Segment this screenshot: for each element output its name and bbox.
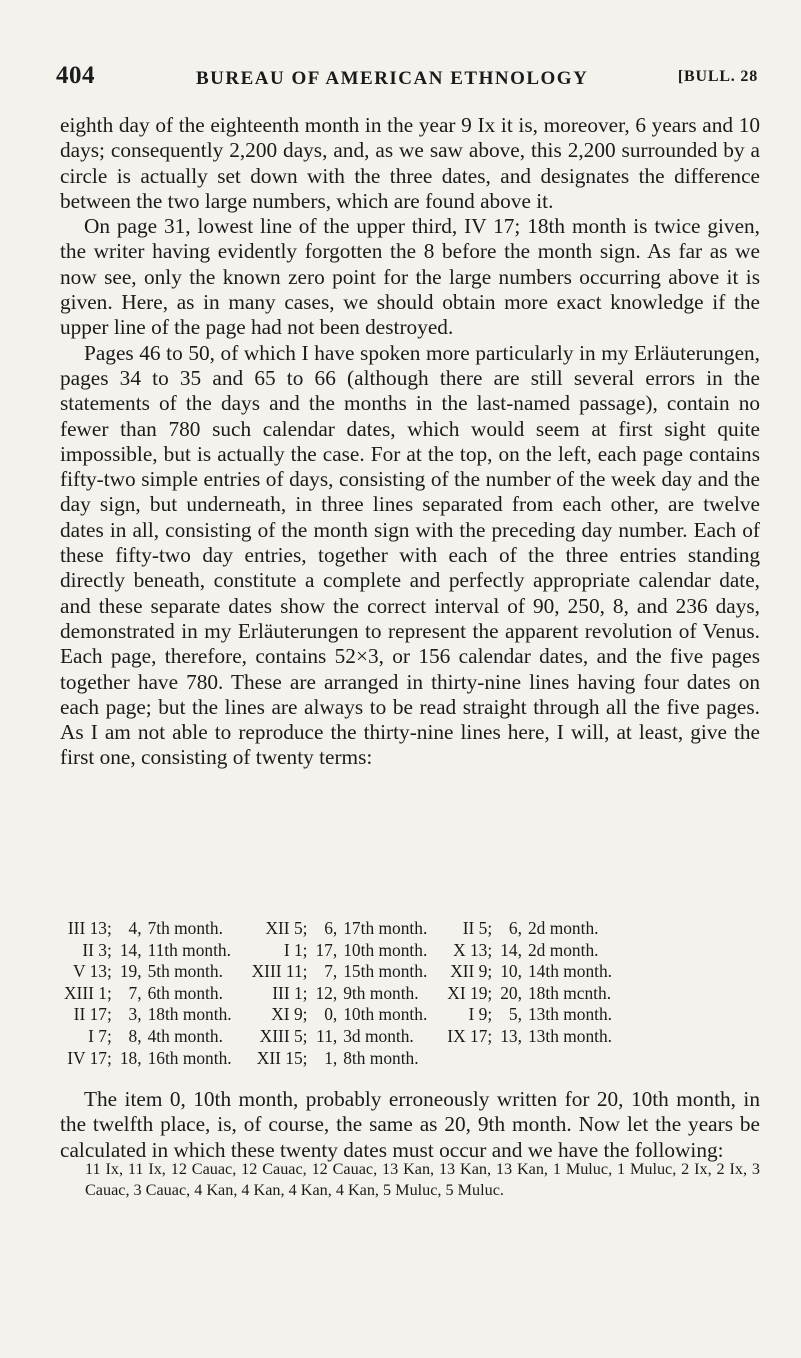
month-entry: 9th month. — [343, 982, 419, 1003]
column-gap — [232, 1048, 252, 1070]
month-entry: 10th month. — [343, 939, 428, 960]
table-row — [64, 1004, 612, 1026]
day-number: 10, — [500, 961, 522, 982]
day-number: 5, — [508, 1004, 522, 1025]
calendar-dates-table — [64, 918, 612, 1069]
table-row — [64, 1048, 612, 1070]
month-entry — [522, 1048, 612, 1070]
day-entry: XII 15; — [256, 1047, 308, 1068]
day-number: 18, — [119, 1047, 142, 1068]
column-gap — [232, 940, 252, 962]
day-entry: XIII 5; — [259, 1025, 308, 1046]
day-number: 3, — [128, 1004, 142, 1025]
paragraph: On page 31, lowest line of the upper third, IV 17; 18th month is twice given, the writer having evidently forgotten the 8 before the month sign. As far as we now see, only the known zero point for the large numbers occurring above it is given. Here, as in many cases, we should obtain more exact knowledge if the upper line of the page had not been destroyed. — [60, 214, 760, 340]
small-print-text: 11 Ix, 11 Ix, 12 Cauac, 12 Cauac, 12 Cauac, 13 Kan, 13 Kan, 13 Kan, 1 Muluc, 1 Muluc, 2 Ix, 2 Ix, 3 Cauac, 3 Cauac, 4 Kan, 4 Kan, 4 Kan, 4 Kan, 5 Muluc, 5 Muluc. — [85, 1160, 760, 1199]
day-number: 13, — [500, 1025, 522, 1046]
page-number: 404 — [56, 62, 95, 89]
column-gap — [427, 961, 447, 983]
month-entry: 2d month. — [527, 939, 599, 960]
day-number: 0, — [324, 1004, 338, 1025]
day-entry: I 7; — [88, 1025, 112, 1046]
day-number: 17, — [315, 939, 338, 960]
day-entry: II 17; — [73, 1004, 112, 1025]
month-entry: 15th month. — [343, 961, 428, 982]
column-gap — [232, 1004, 252, 1026]
column-gap — [427, 918, 447, 940]
month-entry: 3d month. — [343, 1025, 414, 1046]
column-gap — [232, 961, 252, 983]
month-entry: 11th month. — [147, 939, 231, 960]
day-entry: XII 5; — [265, 918, 308, 938]
day-entry — [447, 1048, 492, 1070]
month-entry: 8th month. — [343, 1047, 419, 1068]
small-print-list — [85, 1159, 760, 1200]
column-gap — [232, 983, 252, 1005]
column-gap — [427, 1004, 447, 1026]
column-gap — [427, 1048, 447, 1070]
paragraph: eighth day of the eighteenth month in the year 9 Ix it is, moreover, 6 years and 10 days; consequently 2,200 days, and, as we saw above, this 2,200 surrounded by a circle is actually set down with the three dates, and designates the difference between the two large numbers, which are found above it. — [60, 113, 760, 213]
day-number: 7, — [324, 961, 338, 982]
day-entry: IV 17; — [67, 1047, 112, 1068]
day-entry: IX 17; — [447, 1025, 493, 1046]
day-number: 20, — [500, 982, 522, 1003]
day-entry: V 13; — [72, 961, 112, 982]
table-row — [64, 940, 612, 962]
day-number: 14, — [500, 939, 522, 960]
column-gap — [427, 983, 447, 1005]
day-entry: II 3; — [82, 939, 112, 960]
day-number: 6, — [324, 918, 338, 938]
month-entry: 16th month. — [147, 1047, 232, 1068]
column-gap — [427, 1026, 447, 1048]
table-row — [64, 1026, 612, 1048]
day-number: 7, — [128, 982, 142, 1003]
table-row — [64, 983, 612, 1005]
day-entry: XIII 1; — [64, 982, 112, 1003]
column-gap — [427, 940, 447, 962]
month-entry: 18th month. — [147, 1004, 232, 1025]
day-entry: XII 9; — [450, 961, 493, 982]
day-number: 6, — [508, 918, 522, 938]
day-entry: I 9; — [468, 1004, 493, 1025]
paragraph: The item 0, 10th month, probably erroneously written for 20, 10th month, in the twelfth place, is, of course, the same as 20, 9th month. Now let the years be calculated in which these twenty dates must occur and we have the following: — [60, 1087, 760, 1162]
column-gap — [232, 1026, 252, 1048]
day-entry: III 13; — [67, 918, 112, 938]
day-entry: XIII 11; — [251, 961, 308, 982]
day-entry: III 1; — [272, 982, 308, 1003]
month-entry: 7th month. — [147, 918, 223, 938]
day-entry: II 5; — [462, 918, 493, 938]
day-number: 14, — [119, 939, 142, 960]
table-row — [64, 961, 612, 983]
day-entry: XI 19; — [447, 982, 493, 1003]
day-number: 12, — [315, 982, 338, 1003]
month-entry: 17th month. — [343, 918, 428, 938]
month-entry: 13th month. — [527, 1025, 613, 1046]
day-number: 8, — [128, 1025, 142, 1046]
body-text — [60, 113, 760, 771]
day-number: 19, — [119, 961, 142, 982]
month-entry: 18th mcnth. — [527, 982, 612, 1003]
closing-text — [60, 1087, 760, 1163]
table-row — [64, 918, 612, 940]
day-entry: XI 9; — [271, 1004, 308, 1025]
running-title: BUREAU OF AMERICAN ETHNOLOGY — [196, 68, 589, 89]
day-number: 11, — [316, 1025, 338, 1046]
page-header — [56, 62, 758, 92]
paragraph: Pages 46 to 50, of which I have spoken more particularly in my Erläuterungen, pages 34 to 35 and 65 to 66 (although there are still several errors in the statements of the days and the months in the last-named passage), contain no fewer than 780 such calendar dates, which would seem at first sight quite impossible, but is actually the case. For at the top, on the left, each page contains fifty-two simple entries of days, consisting of the number of the week day and the day sign, but underneath, in three lines separated from each other, are twelve dates in all, consisting of the month sign with the preceding day number. Each of these fifty-two day entries, together with each of the three entries standing directly beneath, constitute a complete and perfectly appropriate calendar date, and these separate dates show the correct interval of 90, 250, 8, and 236 days, demonstrated in my Erläuterungen to represent the apparent revolution of Venus. Each page, therefore, contains 52×3, or 156 calendar dates, and the five pages together have 780. These are arranged in thirty-nine lines having four dates on each page; but the lines are always to be read straight through all the five pages. As I am not able to reproduce the thirty-nine lines here, I will, at least, give the first one, consisting of twenty terms: — [60, 340, 760, 770]
column-gap — [232, 918, 252, 940]
day-number: 4, — [128, 918, 142, 938]
month-entry: 10th month. — [343, 1004, 428, 1025]
day-number: 1, — [324, 1047, 338, 1068]
day-entry: I 1; — [283, 939, 308, 960]
day-number — [492, 1048, 522, 1070]
day-entry: X 13; — [453, 939, 493, 960]
month-entry: 4th month. — [147, 1025, 223, 1046]
month-entry: 14th month. — [527, 961, 613, 982]
month-entry: 6th month. — [147, 982, 223, 1003]
month-entry: 13th month. — [527, 1004, 613, 1025]
month-entry: 5th month. — [147, 961, 223, 982]
month-entry: 2d month. — [527, 918, 599, 938]
bulletin-label: [BULL. 28 — [677, 68, 758, 85]
